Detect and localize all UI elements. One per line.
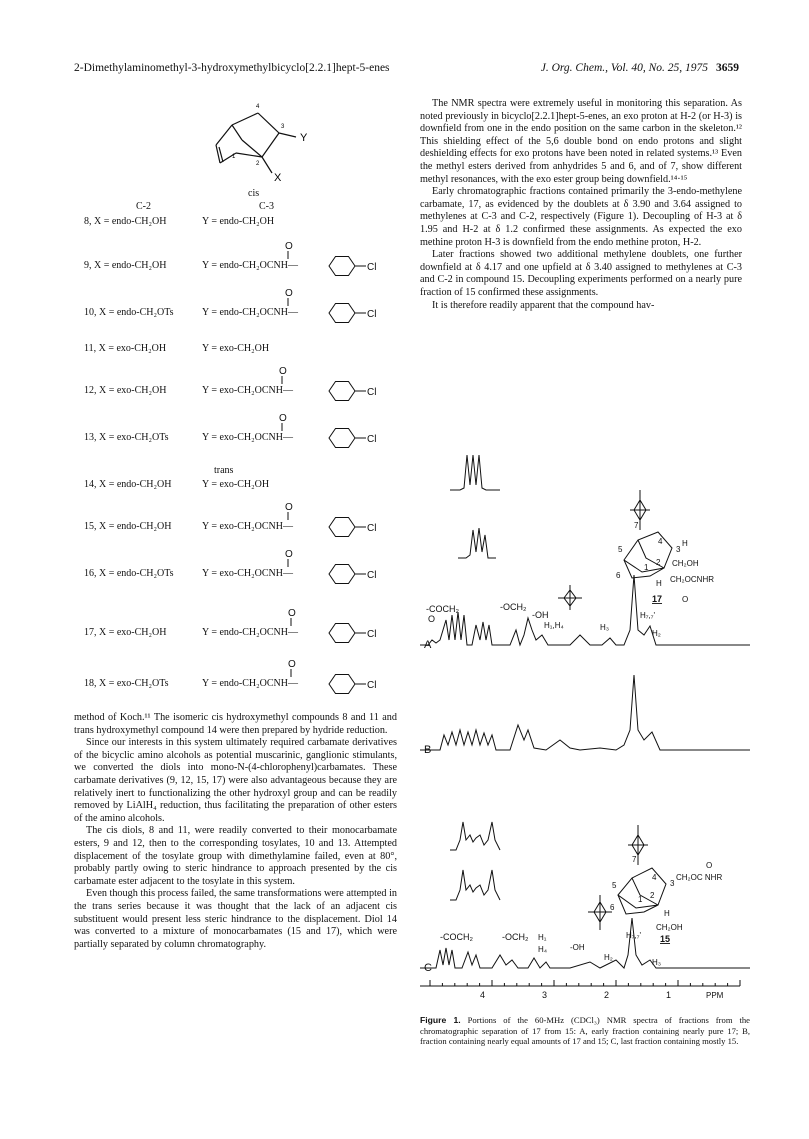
- header-journal: J. Org. Chem., Vol. 40, No. 25, 1975 3659: [540, 62, 739, 74]
- spectrum-a-trace: [420, 575, 750, 645]
- svg-text:H: H: [656, 579, 662, 588]
- chlorine-label: Cl: [367, 629, 377, 640]
- svg-text:3: 3: [281, 124, 285, 130]
- svg-text:H₄: H₄: [538, 945, 548, 954]
- spectrum-c-inset-bottom: [450, 870, 500, 900]
- svg-text:5: 5: [612, 881, 617, 890]
- nmr-figure: [420, 440, 750, 1030]
- paragraph: Since our interests in this system ultimately required carbamate derivatives of the bicyclic amino alcohols as potential muscarinic, ganglionic stimulants, we converted the diols into mono-N-(4-chlorophenyl)carbamates. These carbamate derivatives (9, 12, 15, 17) were also advantageous because they are relatively inert to functionalizing the other hydroxyl group and can be readily removed by LiAlH₄ reduction, thus facilitating the preparation of other esters of the amino alcohols.: [74, 737, 397, 824]
- trans-label: trans: [214, 465, 234, 476]
- tick-4: 4: [480, 990, 486, 1000]
- svg-text:H: H: [682, 539, 688, 548]
- tick-3: 3: [542, 990, 548, 1000]
- svg-text:H₂: H₂: [652, 629, 661, 638]
- svg-text:X: X: [274, 172, 282, 184]
- svg-text:2: 2: [656, 558, 661, 567]
- carbonyl-oxygen: O: [285, 502, 293, 513]
- benzene-ring: [329, 429, 355, 448]
- compound-17: 17, X = exo-CH₂OH Y = endo-CH₂OCNH—: [84, 627, 298, 638]
- svg-text:1: 1: [232, 154, 236, 160]
- carbonyl-oxygen: O: [285, 288, 293, 299]
- svg-text:6: 6: [610, 903, 615, 912]
- compound-8: 8, X = endo-CH₂OH Y = endo-CH₂OH: [84, 216, 275, 227]
- svg-text:1: 1: [638, 895, 643, 904]
- svg-text:5: 5: [618, 545, 623, 554]
- compound-12: 12, X = exo-CH₂OH Y = exo-CH₂OCNH—: [84, 385, 293, 396]
- decoupler-marker-a2: [558, 585, 582, 610]
- carbonyl-oxygen: O: [288, 659, 296, 670]
- benzene-ring: [329, 565, 355, 584]
- spectrum-c-inset-top: [450, 822, 500, 850]
- figure-caption: [420, 1015, 750, 1047]
- svg-text:CH₂OH: CH₂OH: [672, 559, 699, 568]
- benzene-ring: [329, 304, 355, 323]
- compound-15: 15, X = endo-CH₂OH Y = exo-CH₂OCNH—: [84, 521, 293, 532]
- benzene-ring: [329, 675, 355, 694]
- compound-10: 10, X = endo-CH₂OTs Y = endo-CH₂OCNH—: [84, 307, 298, 318]
- svg-text:6: 6: [616, 571, 621, 580]
- paragraph: It is therefore readily apparent that the compound hav-: [432, 299, 655, 311]
- cis-label: cis: [248, 188, 260, 199]
- carbamate-groups: [74, 95, 404, 695]
- chlorine-label: Cl: [367, 262, 377, 273]
- tick-1: 1: [666, 990, 672, 1000]
- svg-text:-COCH₂: -COCH₂: [426, 604, 459, 614]
- c3-header: C-3: [259, 201, 274, 212]
- svg-text:CH₂OH: CH₂OH: [656, 923, 683, 932]
- svg-text:CH₂OCNHR: CH₂OCNHR: [670, 575, 714, 584]
- svg-text:H: H: [664, 909, 670, 918]
- benzene-ring: [329, 257, 355, 276]
- paragraph: Later fractions showed two additional methylene doublets, one further downfield at δ 4.17 and one upfield at δ 3.40 assigned to methylenes at C-3 and C-2 in compound 15. Decoupling experiments performed on a nearly pure fraction of 15 confirmed these assignments.: [420, 249, 742, 298]
- paragraph: The cis diols, 8 and 11, were readily converted to their monocarbamate esters, 9 and 12, then to the corresponding tosylates, 10 and 13. Attempted displacement of the tosylate group with dimethylamine failed, even at 80°, probably partly owing to steric hindrance to approach presented by the cis carbamate ester adjacent to the tosylate in this system.: [74, 825, 397, 887]
- svg-text:H₇,₇': H₇,₇': [640, 611, 656, 620]
- compound-14: 14, X = endo-CH₂OH Y = exo-CH₂OH: [84, 479, 270, 490]
- svg-text:4: 4: [658, 537, 663, 546]
- svg-text:3: 3: [676, 545, 681, 554]
- spectrum-a-inset-top: [450, 455, 500, 490]
- compound-16: 16, X = endo-CH₂OTs Y = exo-CH₂OCNH—: [84, 568, 293, 579]
- benzene-ring: [329, 382, 355, 401]
- decoupler-marker-a1: [630, 490, 650, 530]
- axis-ticks: [430, 980, 750, 986]
- svg-text:H₂: H₂: [604, 953, 613, 962]
- compound-11: 11, X = exo-CH₂OH Y = exo-CH₂OH: [84, 343, 270, 354]
- svg-text:-OH: -OH: [532, 610, 549, 620]
- svg-text:-OCH₂: -OCH₂: [500, 602, 527, 612]
- label-c: C: [424, 962, 432, 974]
- svg-text:2: 2: [650, 891, 655, 900]
- carbonyl-oxygen: O: [279, 413, 287, 424]
- label-b: B: [424, 744, 432, 756]
- svg-text:-COCH₂: -COCH₂: [440, 932, 473, 942]
- compound-structures: [74, 95, 404, 695]
- c2-header: C-2: [136, 201, 151, 212]
- header-title: 2-Dimethylaminomethyl-3-hydroxymethylbicyclo[2.2.1]hept-5-enes: [74, 62, 390, 74]
- paragraph: Early chromatographic fractions contained primarily the 3-endo-methylene carbamate, 17, as evidenced by the doublets at δ 3.90 and 3.64 assigned to methylenes at C-3 and C-2, respectively (Figure 1). Decoupling of H-3 at δ 1.95 and H-2 at δ 1.2 confirmed these assignments. As expected the exo methine proton H-3 is downfield from the endo methine proton, H-2.: [420, 186, 742, 248]
- paragraph: Even though this process failed, the same transformations were attempted in the trans series because it was thought that the lack of an adjacent cis substituent would present less steric hindrance to the displacement. Diol 14 was converted to a mixture of monocarbamates (15 and 17), which were partially separated by column chromatography.: [74, 888, 397, 950]
- svg-text:7: 7: [632, 855, 637, 864]
- axis-unit: PPM: [706, 991, 724, 1000]
- carbonyl-oxygen: O: [288, 608, 296, 619]
- svg-text:H₃: H₃: [600, 623, 610, 632]
- paragraph: method of Koch.¹¹ The isomeric cis hydroxymethyl compounds 8 and 11 and trans hydroxymethyl compound 14 were then prepared by hydride reduction.: [74, 712, 397, 736]
- compound-18: 18, X = exo-CH₂OTs Y = endo-CH₂OCNH—: [84, 678, 298, 689]
- svg-text:17: 17: [652, 594, 663, 604]
- benzene-ring: [329, 624, 355, 643]
- compound-9: 9, X = endo-CH₂OH Y = endo-CH₂OCNH—: [84, 260, 298, 271]
- compound-13: 13, X = exo-CH₂OTs Y = exo-CH₂OCNH—: [84, 432, 293, 443]
- svg-text:-OH: -OH: [570, 943, 585, 952]
- svg-text:O: O: [706, 861, 713, 870]
- spectrum-a-inset-bottom: [458, 528, 496, 558]
- svg-text:H₁: H₁: [538, 933, 547, 942]
- svg-text:H₁,H₄: H₁,H₄: [544, 621, 564, 630]
- page-number: 3659: [716, 62, 739, 74]
- svg-text:H₇,₇': H₇,₇': [626, 931, 642, 940]
- spectrum-b-trace: [420, 675, 750, 750]
- decoupler-marker-c2: [588, 895, 612, 930]
- chlorine-label: Cl: [367, 523, 377, 534]
- svg-text:O: O: [682, 595, 689, 604]
- chlorine-label: Cl: [367, 309, 377, 320]
- left-column-text: [74, 712, 397, 951]
- svg-text:H₃: H₃: [652, 958, 662, 967]
- label-a: A: [424, 639, 432, 651]
- carbonyl-oxygen: O: [285, 241, 293, 252]
- benzene-ring: [329, 518, 355, 537]
- svg-text:2: 2: [256, 161, 260, 167]
- svg-text:Y: Y: [300, 132, 308, 144]
- carbonyl-oxygen: O: [279, 366, 287, 377]
- svg-text:O: O: [428, 614, 436, 624]
- tick-2: 2: [604, 990, 610, 1000]
- caption-label: Figure 1.: [420, 1015, 461, 1025]
- svg-text:1: 1: [644, 563, 649, 572]
- chlorine-label: Cl: [367, 387, 377, 398]
- structure-15-ring: [618, 868, 666, 914]
- caption-text: Portions of the 60-MHz (CDCl₃) NMR spectra of fractions from the chromatographic separation of 17 from 15: A, early fraction containing nearly pure 17; B, fraction containing nearly equal amounts of 17 and 15; C, last fraction containing mostly 15.: [420, 1015, 750, 1047]
- svg-text:CH₂OC NHR: CH₂OC NHR: [676, 873, 723, 882]
- svg-text:7: 7: [634, 521, 639, 530]
- chlorine-label: Cl: [367, 434, 377, 445]
- carbonyl-oxygen: O: [285, 549, 293, 560]
- chlorine-label: Cl: [367, 680, 377, 691]
- paragraph: The NMR spectra were extremely useful in monitoring this separation. As noted previously in bicyclo[2.2.1]hept-5-enes, an exo proton at H-2 (or H-3) is downfield from one in the endo position on the same carbon in the skeleton.¹² This shielding effect of the 5,6 double bond on endo protons and slight deshielding effects for exo protons have been noted in related systems.¹³ Even the methyl esters derived from anhydrides 5 and 6, and of 7, show different methyl resonances, with the exo ester group being downfield.¹⁴·¹⁵: [420, 98, 742, 185]
- decoupler-marker-c1: [628, 825, 648, 865]
- right-column-text: [420, 98, 742, 312]
- svg-text:4: 4: [652, 873, 657, 882]
- svg-text:-OCH₂: -OCH₂: [502, 932, 529, 942]
- svg-text:4: 4: [256, 104, 260, 110]
- chlorine-label: Cl: [367, 570, 377, 581]
- spectrum-c-trace: [420, 918, 750, 968]
- svg-text:15: 15: [660, 934, 671, 944]
- svg-text:3: 3: [670, 879, 675, 888]
